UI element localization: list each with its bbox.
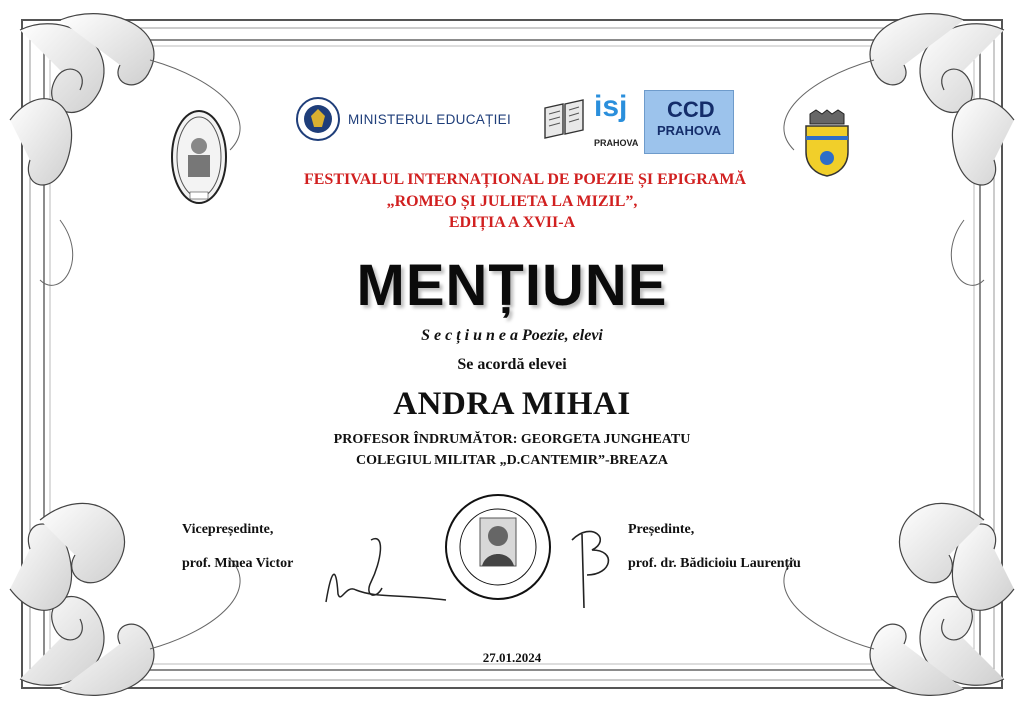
isj-logo (588, 90, 640, 152)
award-intro: Se acordă elevei (457, 356, 567, 373)
award-date: 27.01.2024 (482, 650, 542, 665)
isj-logo-subtext: PRAHOVA (594, 138, 639, 148)
left-signer-name: prof. Minea Victor (182, 556, 294, 571)
award-title: MENȚIUNE (356, 253, 668, 318)
isj-logo-text: isj (594, 90, 628, 123)
right-signer-name: prof. dr. Bădicioiu Laurențiu (628, 556, 801, 571)
town-coat-of-arms-icon (800, 108, 854, 178)
foundation-seal (438, 492, 558, 602)
left-handwritten-signature (316, 532, 456, 612)
ministry-name: MINISTERUL EDUCAȚIEI (348, 112, 512, 127)
right-handwritten-signature (562, 520, 632, 610)
school-line: COLEGIUL MILITAR „D.CANTEMIR”-BREAZA (355, 453, 669, 468)
section-label: S e c ț i u n e a (421, 327, 519, 344)
ccd-logo (644, 90, 734, 154)
festival-edition: EDIȚIA A XVII-A (448, 214, 576, 231)
open-book-icon (541, 98, 587, 140)
festival-title-line-2: „ROMEO ȘI JULIETA LA MIZIL”, (386, 193, 638, 210)
section-value: Poezie, elevi (522, 327, 603, 344)
left-signer-role: Vicepreședinte, (182, 522, 274, 537)
right-signer-role: Președinte, (628, 522, 695, 537)
award-section (0, 327, 1024, 345)
government-seal-icon (295, 96, 341, 142)
recipient-name: ANDRA MIHAI (393, 386, 631, 422)
festival-title-line-1: FESTIVALUL INTERNAȚIONAL DE POEZIE ȘI EPIGRAMĂ (303, 171, 747, 188)
ccd-logo-text: CCD (667, 97, 715, 122)
ccd-logo-subtext: PRAHOVA (657, 123, 722, 138)
teacher-line: PROFESOR ÎNDRUMĂTOR: GEORGETA JUNGHEATU (333, 432, 691, 447)
